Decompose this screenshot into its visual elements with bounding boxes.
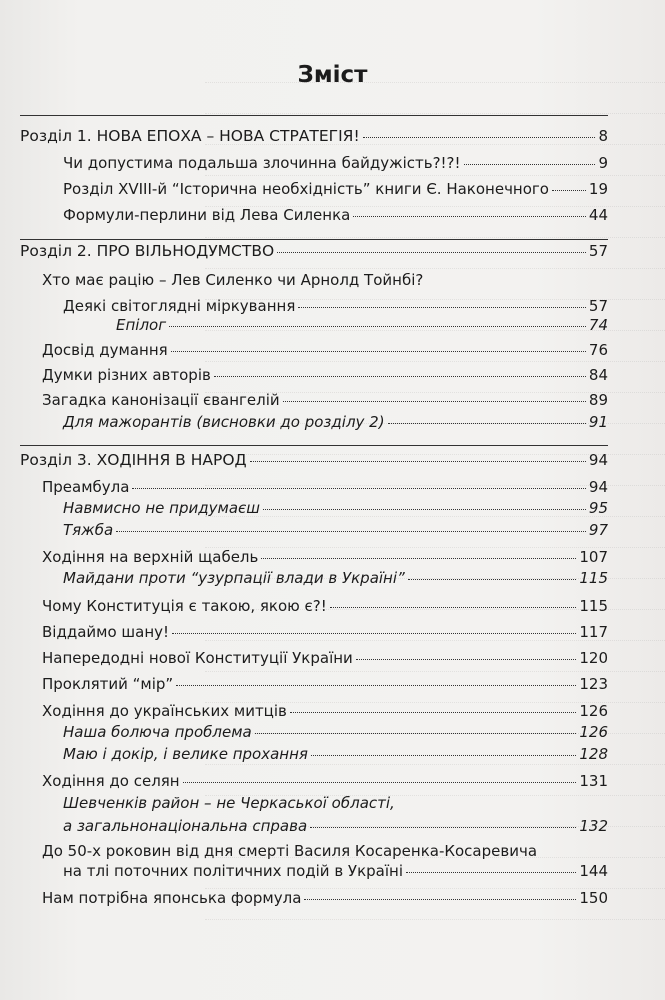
toc-entry-title: Загадка канонізації євангелій — [42, 391, 280, 409]
toc-entry-page: 150 — [579, 889, 608, 907]
toc-entry-title: Ходіння до селян — [42, 772, 180, 790]
toc-entry[interactable] — [42, 548, 608, 566]
toc-entry-title: Думки різних авторів — [42, 366, 211, 384]
toc-entry-title: Ходіння на верхній щабель — [42, 548, 259, 566]
leader-dots — [169, 325, 586, 327]
toc-entry[interactable] — [63, 862, 608, 880]
toc-entry-page: 97 — [588, 521, 608, 539]
toc-entry[interactable] — [63, 521, 608, 539]
toc-entry-page: 57 — [588, 297, 608, 315]
leader-dots — [250, 460, 586, 462]
leader-dots — [171, 350, 586, 352]
toc-entry-title: Розділ 2. ПРО ВІЛЬНОДУМСТВО — [20, 242, 275, 260]
section-rule-3 — [20, 445, 608, 446]
leader-dots — [263, 508, 586, 510]
toc-entry-page: 57 — [588, 242, 608, 260]
toc-entry-page: 95 — [588, 499, 608, 517]
toc-entry-title: Розділ XVIII-й “Історична необхідність” книги Є. Наконечного — [63, 180, 549, 198]
toc-entry[interactable] — [42, 889, 608, 907]
toc-entry-page: 126 — [579, 702, 608, 720]
toc-entry-page: 123 — [579, 675, 608, 693]
toc-entry-page: 94 — [588, 478, 608, 496]
toc-entry-title: Чи допустима подальша злочинна байдужість?!?! — [63, 154, 461, 172]
leader-dots — [330, 606, 577, 608]
leader-dots — [283, 400, 586, 402]
toc-entry-page: 107 — [579, 548, 608, 566]
toc-entry-title: Навмисно не придумаєш — [63, 499, 260, 517]
toc-entry-page: 115 — [579, 569, 608, 587]
leader-dots — [311, 754, 576, 756]
toc-entry-title: Формули-перлини від Лева Силенка — [63, 206, 351, 224]
section-rule-1 — [20, 115, 608, 116]
leader-dots — [464, 163, 596, 165]
toc-entry[interactable] — [42, 478, 608, 496]
toc-entry[interactable] — [63, 569, 608, 587]
toc-entry[interactable] — [63, 297, 608, 315]
toc-entry[interactable] — [42, 597, 608, 615]
toc-entry[interactable] — [42, 366, 608, 384]
toc-entry-page: 94 — [588, 451, 608, 469]
leader-dots — [183, 781, 577, 783]
toc-entry[interactable] — [63, 723, 608, 741]
toc-entry-title: Преамбула — [42, 478, 130, 496]
leader-dots — [261, 557, 576, 559]
toc-entry-title: Епілог — [116, 316, 167, 334]
toc-entry[interactable] — [42, 623, 608, 641]
toc-entry[interactable] — [63, 154, 608, 172]
toc-entry[interactable] — [20, 242, 608, 260]
toc-entry-title: Деякі світоглядні міркування — [63, 297, 296, 315]
leader-dots — [132, 487, 585, 489]
toc-entry[interactable] — [20, 451, 608, 469]
toc-entry-page: 76 — [588, 341, 608, 359]
toc-entry-page: 19 — [588, 180, 608, 198]
toc-entry-title: Проклятий “мір” — [42, 675, 174, 693]
toc-entry-title[interactable]: До 50-х роковин від дня смерті Василя Косаренка-Косаревича — [42, 842, 538, 860]
toc-entry[interactable] — [63, 817, 608, 835]
toc-entry-page: 126 — [579, 723, 608, 741]
leader-dots — [290, 711, 576, 713]
toc-entry-title: Для мажорантів (висновки до розділу 2) — [63, 413, 385, 431]
leader-dots — [298, 306, 586, 308]
toc-entry-page: 128 — [579, 745, 608, 763]
toc-entry-title[interactable]: Шевченків район – не Черкаської області, — [63, 794, 395, 812]
toc-entry-title: Розділ 1. НОВА ЕПОХА – НОВА СТРАТЕГІЯ! — [20, 127, 360, 145]
toc-entry[interactable] — [42, 702, 608, 720]
leader-dots — [304, 898, 576, 900]
toc-entry[interactable] — [116, 316, 608, 334]
leader-dots — [176, 684, 576, 686]
leader-dots — [172, 632, 576, 634]
toc-entry-page: 9 — [598, 154, 608, 172]
leader-dots — [408, 578, 577, 580]
toc-entry-title: Напередодні нової Конституції України — [42, 649, 353, 667]
toc-entry-page: 115 — [579, 597, 608, 615]
toc-entry-title: Нам потрібна японська формула — [42, 889, 302, 907]
toc-entry-title: а загальнонаціональна справа — [63, 817, 308, 835]
toc-entry-page: 120 — [579, 649, 608, 667]
toc-entry-title: Майдани проти “узурпації влади в Україні” — [63, 569, 405, 587]
toc-entry[interactable] — [63, 180, 608, 198]
toc-entry-page: 84 — [588, 366, 608, 384]
toc-entry-title[interactable]: Хто має рацію – Лев Силенко чи Арнолд Тойнбі? — [42, 271, 424, 289]
section-rule-2 — [20, 239, 608, 240]
toc-entry[interactable] — [42, 391, 608, 409]
toc-entry-page: 131 — [579, 772, 608, 790]
toc-entry-page: 144 — [579, 862, 608, 880]
toc-entry-title: на тлі поточних політичних подій в Україні — [63, 862, 403, 880]
toc-entry-title: Наша болюча проблема — [63, 723, 252, 741]
toc-entry-title: Ходіння до українських митців — [42, 702, 287, 720]
toc-entry-page: 44 — [588, 206, 608, 224]
toc-entry[interactable] — [63, 413, 608, 431]
toc-entry-page: 74 — [588, 316, 608, 334]
leader-dots — [388, 422, 586, 424]
toc-entry[interactable] — [42, 341, 608, 359]
toc-entry-page: 89 — [588, 391, 608, 409]
leader-dots — [353, 215, 586, 217]
leader-dots — [214, 375, 586, 377]
toc-entry[interactable] — [42, 772, 608, 790]
toc-entry-title: Розділ 3. ХОДІННЯ В НАРОД — [20, 451, 247, 469]
toc-entry[interactable] — [63, 206, 608, 224]
toc-entry-title: Чому Конституція є такою, якою є?! — [42, 597, 327, 615]
toc-entry[interactable] — [42, 649, 608, 667]
leader-dots — [363, 136, 596, 138]
toc-entry[interactable] — [63, 745, 608, 763]
leader-dots — [552, 189, 586, 191]
leader-dots — [255, 732, 577, 734]
toc-entry-title: Досвід думання — [42, 341, 168, 359]
leader-dots — [116, 530, 586, 532]
leader-dots — [310, 826, 576, 828]
toc-entry-page: 132 — [579, 817, 608, 835]
leader-dots — [406, 871, 576, 873]
toc-entry-page: 91 — [588, 413, 608, 431]
toc-entry-title: Віддаймо шану! — [42, 623, 170, 641]
toc-entry[interactable] — [63, 499, 608, 517]
toc-entry-title: Маю і докір, і велике прохання — [63, 745, 308, 763]
page-title: Зміст — [297, 62, 368, 88]
toc-entry[interactable] — [20, 127, 608, 145]
toc-entry[interactable] — [42, 675, 608, 693]
toc-entry-page: 8 — [598, 127, 608, 145]
leader-dots — [356, 658, 577, 660]
leader-dots — [277, 251, 586, 253]
toc-entry-page: 117 — [579, 623, 608, 641]
toc-entry-title: Тяжба — [63, 521, 114, 539]
